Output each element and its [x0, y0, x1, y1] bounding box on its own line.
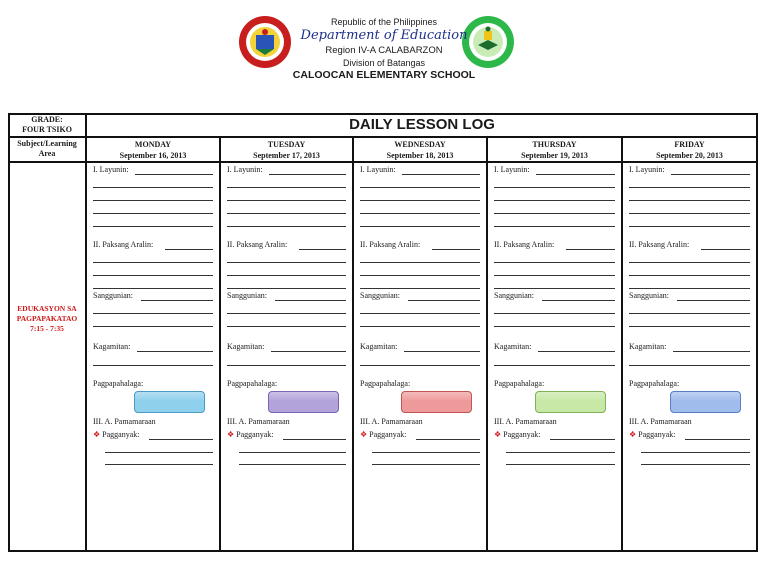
grid-top-border: [8, 113, 758, 115]
entry-line[interactable]: [137, 351, 213, 352]
pagpapahalaga-label: Pagpapahalaga:: [360, 379, 411, 388]
day-name: MONDAY: [134, 140, 172, 149]
sanggunian-label: Sanggunian:: [494, 291, 534, 300]
entry-line[interactable]: [536, 174, 615, 175]
department-name: Department of Education: [300, 28, 468, 43]
entry-line[interactable]: [360, 313, 480, 314]
pagganyak-item: [93, 430, 142, 439]
value-badge: [670, 391, 741, 413]
entry-line[interactable]: [360, 226, 480, 227]
pagpapahalaga-label: Pagpapahalaga:: [227, 379, 278, 388]
entry-line[interactable]: [227, 226, 346, 227]
entry-line[interactable]: [360, 326, 480, 327]
day-name: THURSDAY: [532, 140, 577, 149]
grid-right-border: [756, 113, 758, 552]
layunin-label: I. Layunin:: [227, 165, 263, 174]
entry-line[interactable]: [641, 452, 750, 453]
entry-line[interactable]: [149, 439, 213, 440]
kagamitan-label: Kagamitan:: [227, 342, 265, 351]
entry-line[interactable]: [360, 275, 480, 276]
layunin-label: I. Layunin:: [360, 165, 396, 174]
entry-line[interactable]: [494, 226, 615, 227]
pagpapahalaga-label: Pagpapahalaga:: [93, 379, 144, 388]
day-date: September 18, 2013: [386, 151, 454, 160]
kagamitan-label: Kagamitan:: [93, 342, 131, 351]
entry-line[interactable]: [227, 365, 346, 366]
entry-line[interactable]: [141, 300, 213, 301]
sanggunian-label: Sanggunian:: [227, 291, 267, 300]
entry-line[interactable]: [629, 187, 750, 188]
entry-line[interactable]: [701, 249, 750, 250]
grade-value: FOUR TSIKO: [22, 125, 72, 134]
entry-line[interactable]: [93, 365, 213, 366]
day-date: September 16, 2013: [119, 151, 187, 160]
entry-line[interactable]: [566, 249, 615, 250]
paksang-aralin-label: II. Paksang Aralin:: [93, 240, 154, 249]
day-header-thursday: [488, 139, 621, 161]
pagganyak-item: [360, 430, 409, 439]
grid-row-divider: [8, 136, 758, 138]
day-name: WEDNESDAY: [394, 140, 446, 149]
kagamitan-label: Kagamitan:: [629, 342, 667, 351]
entry-line[interactable]: [93, 226, 213, 227]
paksang-aralin-label: II. Paksang Aralin:: [360, 240, 421, 249]
entry-line[interactable]: [105, 452, 213, 453]
page-title: DAILY LESSON LOG: [349, 116, 495, 133]
entry-line[interactable]: [629, 200, 750, 201]
entry-line[interactable]: [542, 300, 615, 301]
entry-line[interactable]: [408, 300, 480, 301]
entry-line[interactable]: [93, 262, 213, 263]
entry-line[interactable]: [165, 249, 213, 250]
entry-line[interactable]: [105, 464, 213, 465]
entry-line[interactable]: [299, 249, 346, 250]
pamamaraan-label: III. A. Pamamaraan: [227, 417, 290, 426]
entry-line[interactable]: [227, 213, 346, 214]
entry-line[interactable]: [629, 226, 750, 227]
entry-line[interactable]: [135, 174, 213, 175]
entry-line[interactable]: [404, 351, 480, 352]
entry-line[interactable]: [360, 288, 480, 289]
entry-line[interactable]: [629, 288, 750, 289]
value-badge: [268, 391, 339, 413]
entry-line[interactable]: [372, 452, 480, 453]
entry-line[interactable]: [629, 262, 750, 263]
pamamaraan-label: III. A. Pamamaraan: [629, 417, 692, 426]
entry-line[interactable]: [494, 187, 615, 188]
entry-line[interactable]: [629, 213, 750, 214]
bullet-icon: ❖: [227, 430, 235, 439]
sanggunian-label: Sanggunian:: [93, 291, 133, 300]
day-date: September 17, 2013: [253, 151, 320, 160]
entry-line[interactable]: [269, 174, 346, 175]
entry-line[interactable]: [494, 365, 615, 366]
entry-line[interactable]: [227, 288, 346, 289]
value-badge: [134, 391, 205, 413]
day-column-thursday: [488, 163, 621, 551]
paksang-aralin-label: II. Paksang Aralin:: [227, 240, 288, 249]
entry-line[interactable]: [494, 213, 615, 214]
entry-line[interactable]: [93, 313, 213, 314]
entry-line[interactable]: [227, 275, 346, 276]
entry-line[interactable]: [677, 300, 750, 301]
pagganyak-label: Pagganyak:: [102, 430, 140, 439]
pagpapahalaga-label: Pagpapahalaga:: [494, 379, 545, 388]
pamamaraan-label: III. A. Pamamaraan: [360, 417, 423, 426]
entry-line[interactable]: [402, 174, 480, 175]
entry-line[interactable]: [283, 439, 346, 440]
layunin-label: I. Layunin:: [629, 165, 665, 174]
entry-line[interactable]: [93, 187, 213, 188]
bullet-icon: ❖: [360, 430, 368, 439]
pagganyak-label: Pagganyak:: [236, 430, 274, 439]
subject-line1: EDUKASYON SA: [17, 304, 77, 313]
pagganyak-label: Pagganyak:: [369, 430, 407, 439]
bullet-icon: ❖: [629, 430, 637, 439]
subject-line2: PAGPAPAKATAO: [16, 314, 78, 323]
entry-line[interactable]: [494, 288, 615, 289]
division-text: Division of Batangas: [342, 58, 426, 68]
kagamitan-label: Kagamitan:: [360, 342, 398, 351]
entry-line[interactable]: [629, 275, 750, 276]
entry-line[interactable]: [629, 326, 750, 327]
value-badge: [401, 391, 472, 413]
entry-line[interactable]: [275, 300, 346, 301]
entry-line[interactable]: [494, 313, 615, 314]
entry-line[interactable]: [227, 262, 346, 263]
kagamitan-label: Kagamitan:: [494, 342, 532, 351]
entry-line[interactable]: [360, 262, 480, 263]
entry-line[interactable]: [506, 464, 615, 465]
entry-line[interactable]: [538, 351, 615, 352]
entry-line[interactable]: [673, 351, 750, 352]
entry-line[interactable]: [432, 249, 480, 250]
day-header-wednesday: [354, 139, 486, 161]
day-column-tuesday: [221, 163, 352, 551]
republic-text: Republic of the Philippines: [330, 17, 438, 27]
entry-line[interactable]: [93, 275, 213, 276]
bullet-icon: ❖: [93, 430, 101, 439]
pagpapahalaga-label: Pagpapahalaga:: [629, 379, 680, 388]
entry-line[interactable]: [641, 464, 750, 465]
entry-line[interactable]: [227, 200, 346, 201]
subject-area: [10, 304, 84, 334]
entry-line[interactable]: [360, 187, 480, 188]
pamamaraan-label: III. A. Pamamaraan: [494, 417, 557, 426]
sanggunian-label: Sanggunian:: [360, 291, 400, 300]
day-column-friday: [623, 163, 756, 551]
pagganyak-item: [227, 430, 276, 439]
entry-line[interactable]: [629, 365, 750, 366]
pagganyak-item: [494, 430, 543, 439]
entry-line[interactable]: [93, 288, 213, 289]
layunin-label: I. Layunin:: [93, 165, 129, 174]
entry-line[interactable]: [360, 200, 480, 201]
entry-line[interactable]: [494, 326, 615, 327]
entry-line[interactable]: [506, 452, 615, 453]
entry-line[interactable]: [494, 262, 615, 263]
entry-line[interactable]: [360, 213, 480, 214]
entry-line[interactable]: [671, 174, 750, 175]
entry-line[interactable]: [93, 200, 213, 201]
entry-line[interactable]: [494, 275, 615, 276]
layunin-label: I. Layunin:: [494, 165, 530, 174]
school-name: CALOOCAN ELEMENTARY SCHOOL: [292, 69, 476, 81]
day-header-tuesday: [221, 139, 352, 161]
pagganyak-label: Pagganyak:: [638, 430, 676, 439]
entry-line[interactable]: [629, 313, 750, 314]
entry-line[interactable]: [93, 326, 213, 327]
pamamaraan-label: III. A. Pamamaraan: [93, 417, 156, 426]
day-header-monday: [87, 139, 219, 161]
entry-line[interactable]: [494, 200, 615, 201]
entry-line[interactable]: [416, 439, 480, 440]
entry-line[interactable]: [550, 439, 615, 440]
region-text: Region IV-A CALABARZON: [325, 45, 443, 56]
paksang-aralin-label: II. Paksang Aralin:: [629, 240, 690, 249]
entry-line[interactable]: [372, 464, 480, 465]
entry-line[interactable]: [685, 439, 750, 440]
day-header-friday: [623, 139, 756, 161]
entry-line[interactable]: [227, 187, 346, 188]
entry-line[interactable]: [227, 313, 346, 314]
value-badge: [535, 391, 606, 413]
subject-header-line1: Subject/Learning: [17, 139, 77, 148]
entry-line[interactable]: [360, 365, 480, 366]
sanggunian-label: Sanggunian:: [629, 291, 669, 300]
entry-line[interactable]: [239, 452, 346, 453]
pagganyak-label: Pagganyak:: [503, 430, 541, 439]
entry-line[interactable]: [271, 351, 346, 352]
day-column-monday: [87, 163, 219, 551]
paksang-aralin-label: II. Paksang Aralin:: [494, 240, 555, 249]
grade-label: GRADE:: [31, 115, 63, 124]
day-name: TUESDAY: [267, 140, 306, 149]
pagganyak-item: [629, 430, 678, 439]
grade-cell: [10, 115, 84, 135]
day-column-wednesday: [354, 163, 486, 551]
entry-line[interactable]: [93, 213, 213, 214]
day-name: FRIDAY: [674, 140, 705, 149]
subject-time: 7:15 - 7:35: [30, 324, 64, 333]
subject-header-cell: [10, 139, 84, 159]
entry-line[interactable]: [227, 326, 346, 327]
entry-line[interactable]: [239, 464, 346, 465]
letterhead: [0, 0, 768, 110]
bullet-icon: ❖: [494, 430, 502, 439]
day-date: September 20, 2013: [656, 151, 723, 160]
day-date: September 19, 2013: [521, 151, 588, 160]
subject-header-line2: Area: [38, 149, 56, 158]
